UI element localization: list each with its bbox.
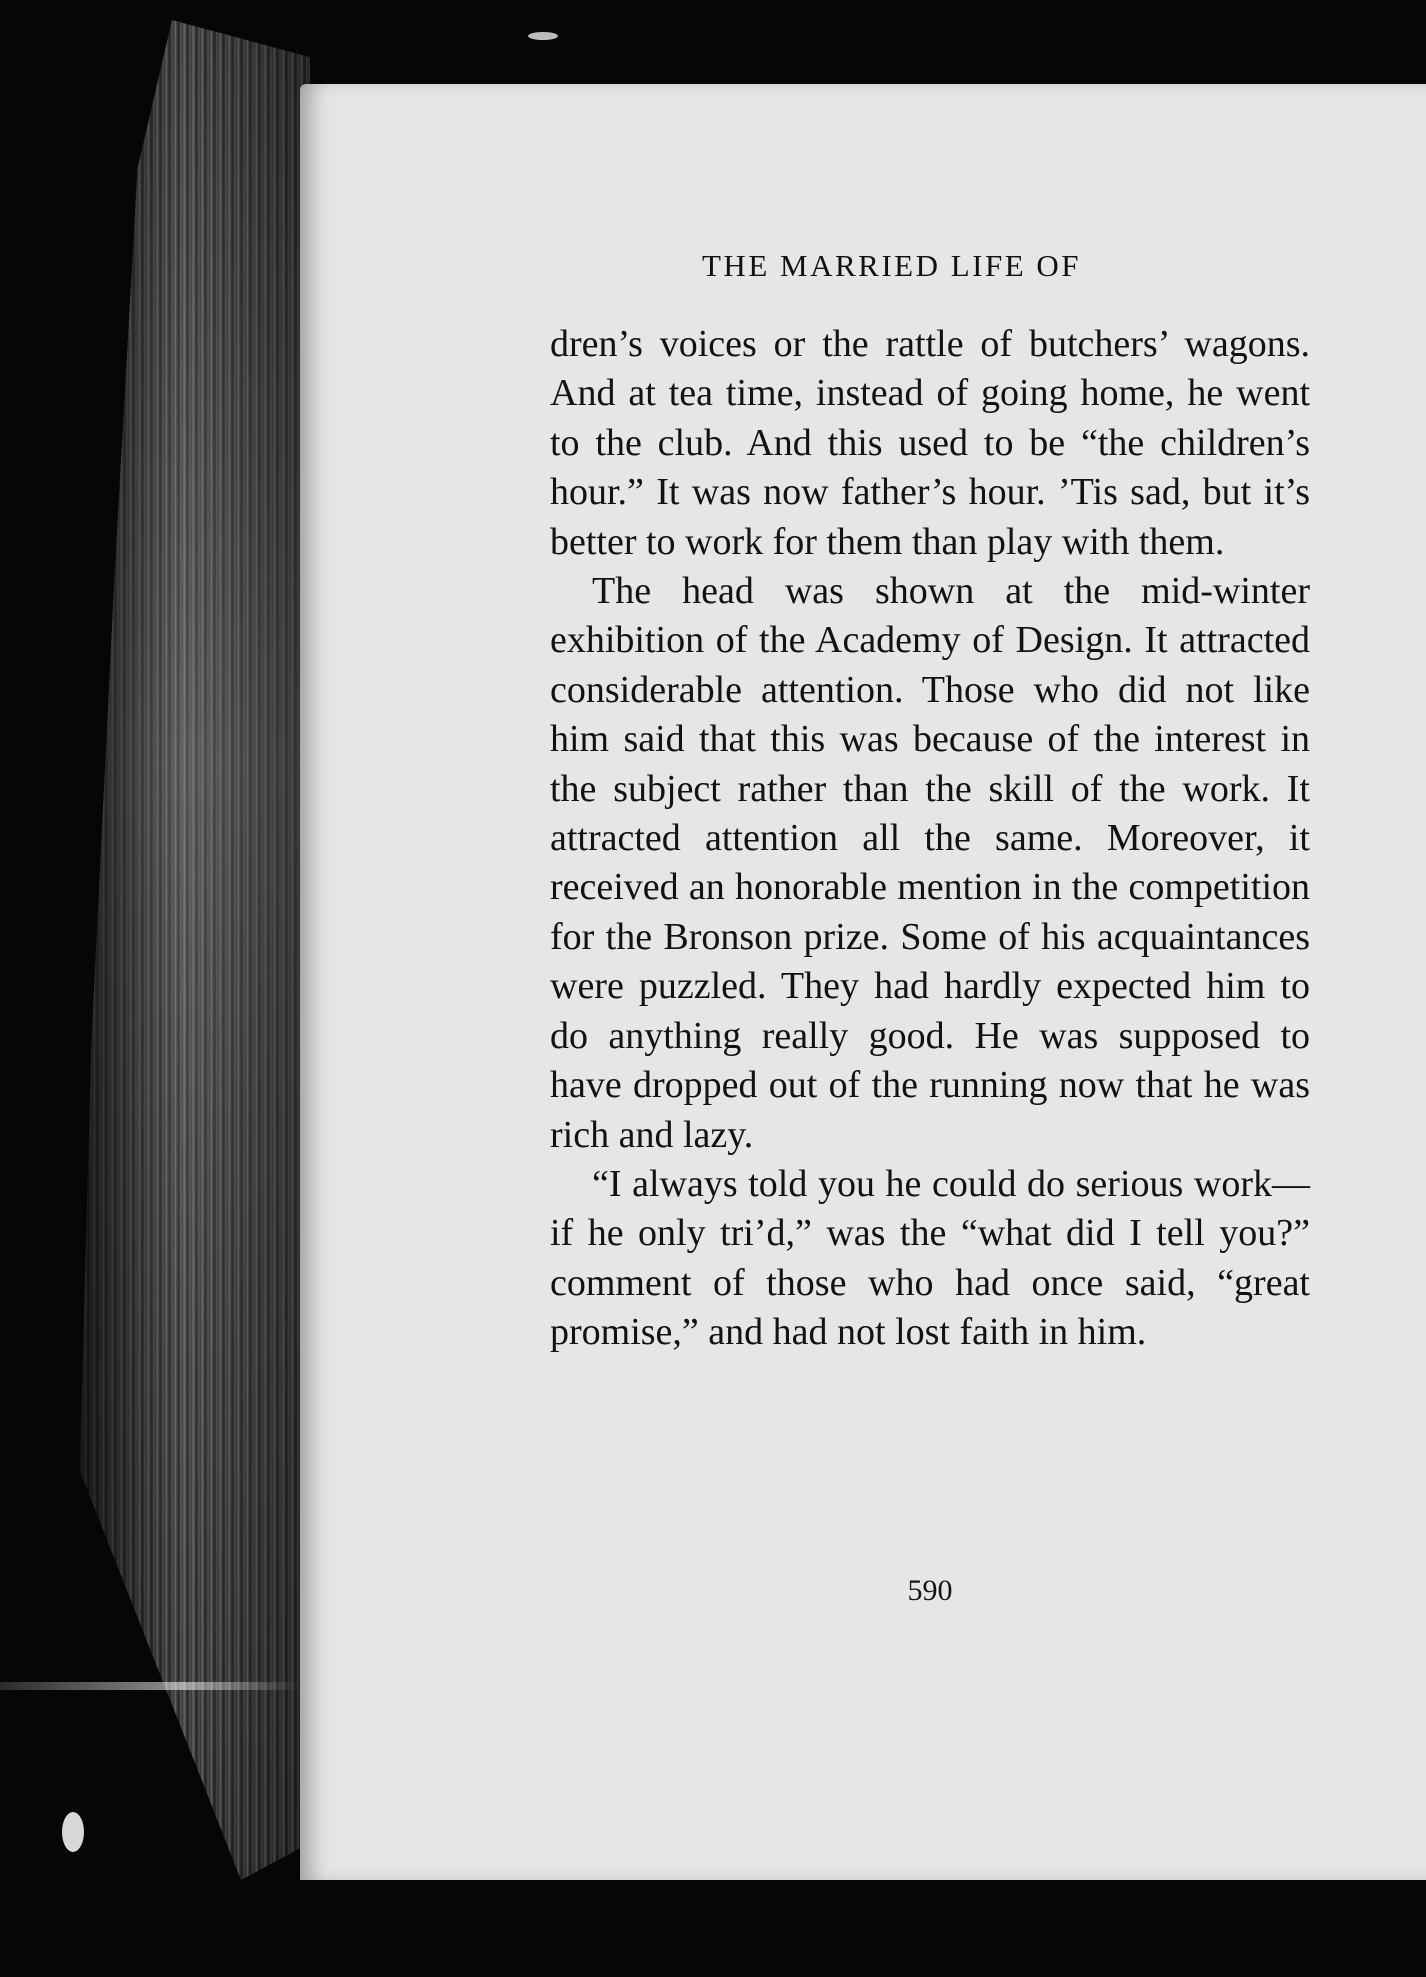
paragraph: “I always told you he could do serious work—if he only tri’d,” was the “what did I tell you?” comment of those who had once said, “great promise,” and had not lost faith in him. <box>550 1162 1310 1354</box>
paragraph: The head was shown at the mid-winter exhibition of the Academy of Design. It attracted considerable attention. Those who did not like him said that this was because of the interest in the subject rather than the skill of the work. It attracted attention all the same. Moreover, it received an honorable mention in the competition for the Bronson prize. Some of his acquaintances were puzzled. They had hardly expected him to do anything really good. He was supposed to have dropped out of the running now that he was rich and lazy. <box>550 570 1310 1156</box>
running-head: THE MARRIED LIFE OF <box>702 248 1082 283</box>
book-edge-shadow <box>80 20 310 1880</box>
scan-speck <box>62 1812 84 1852</box>
body-text <box>550 320 1310 1358</box>
paragraph-continued: dren’s voices or the rattle of butchers’ wagons. And at tea time, instead of going home, he went to the club. And this used to be “the children’s hour.” It was now father’s hour. ’Tis sad, but it’s better to work for them than play with them. <box>550 323 1310 563</box>
page-number: 590 <box>907 1574 953 1607</box>
scan-light-streak <box>0 1682 300 1690</box>
scan-speck <box>528 32 558 40</box>
